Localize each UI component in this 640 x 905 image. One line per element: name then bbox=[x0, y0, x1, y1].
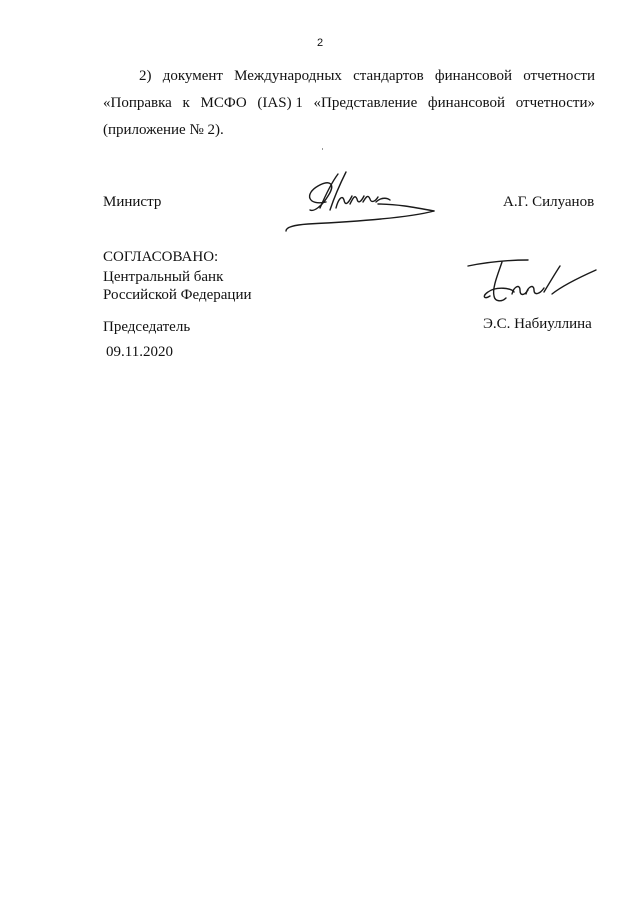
chairman-title: Председатель bbox=[103, 319, 191, 335]
paragraph-line-1 bbox=[103, 63, 595, 90]
page-number: 2 bbox=[316, 37, 324, 49]
chairman-name: Э.С. Набиуллина bbox=[483, 316, 592, 332]
paragraph-word: финансовой bbox=[434, 68, 513, 84]
paragraph-word: Международных bbox=[234, 68, 342, 84]
paragraph-word: (IAS) 1 bbox=[257, 95, 303, 111]
paragraph-word: «Поправка bbox=[103, 95, 172, 111]
org-line-1: Центральный банк bbox=[103, 269, 224, 285]
signature-nabiullina-icon bbox=[462, 252, 602, 310]
paragraph-word: финансовой bbox=[427, 95, 506, 111]
paragraph-word: отчетности bbox=[523, 68, 595, 84]
paragraph-word: документ bbox=[162, 68, 223, 84]
paragraph-line-2 bbox=[103, 90, 595, 117]
agreed-label: СОГЛАСОВАНО: bbox=[103, 249, 219, 265]
scan-mark bbox=[322, 148, 323, 150]
paragraph-word: к bbox=[182, 95, 190, 111]
minister-title: Министр bbox=[103, 194, 162, 210]
paragraph-line-3: (приложение № 2). bbox=[103, 122, 224, 138]
signature-siluanov-icon bbox=[278, 164, 443, 236]
sign-date: 09.11.2020 bbox=[106, 344, 173, 360]
org-line-2: Российской Федерации bbox=[103, 287, 252, 303]
minister-name: А.Г. Силуанов bbox=[503, 194, 595, 210]
paragraph-word: «Представление bbox=[313, 95, 418, 111]
paragraph-word: МСФО bbox=[200, 95, 247, 111]
paragraph-word: 2) bbox=[139, 68, 152, 84]
paragraph-word: отчетности» bbox=[515, 95, 595, 111]
paragraph-word: стандартов bbox=[353, 68, 424, 84]
body-paragraph bbox=[103, 63, 595, 144]
